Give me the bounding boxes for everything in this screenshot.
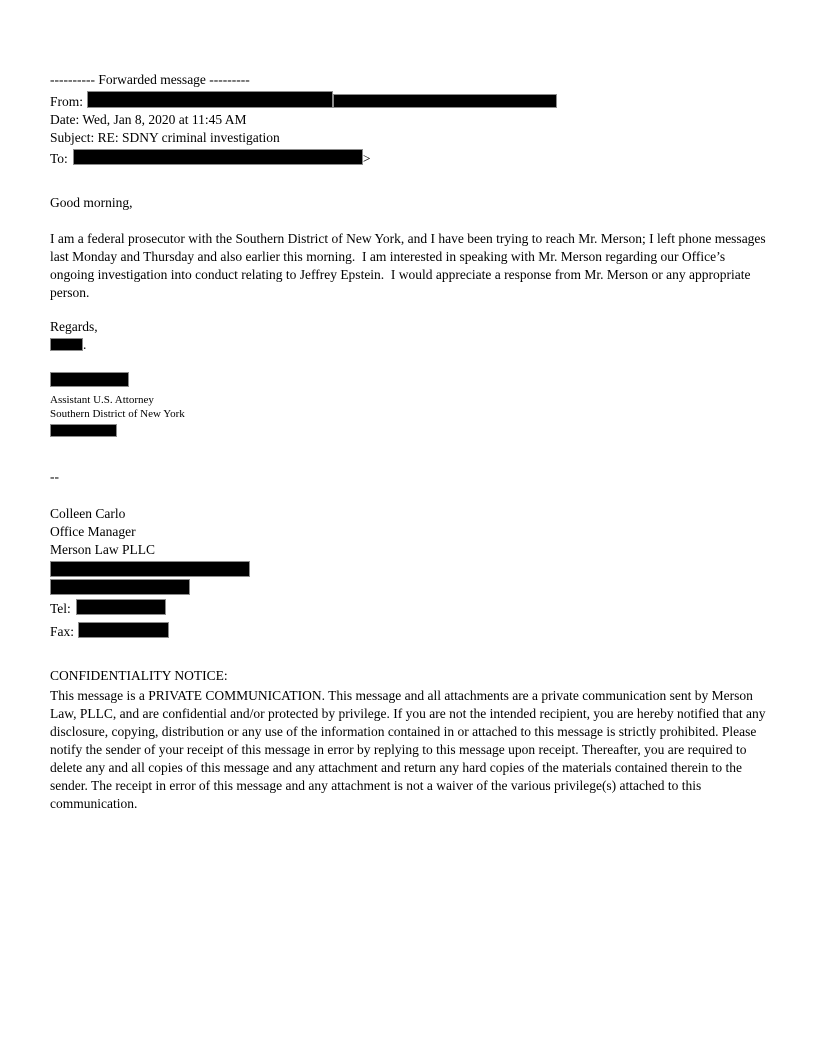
redaction-bar-from-name xyxy=(87,91,333,108)
to-label: To: xyxy=(50,151,68,166)
date-value: Wed, Jan 8, 2020 at 11:45 AM xyxy=(82,112,247,127)
message-body-paragraph: I am a federal prosecutor with the Southern District of New York, and I have been trying to reach Mr. Merson; I left phone messages last Monday and Thursday and also earlier this morning. I am interested in speaking with Mr. Merson regarding our Office’s ongoing investigation into conduct relating to Jeffrey Epstein. I would appreciate a response from Mr. Merson or any appropriate person. xyxy=(50,231,770,300)
closing-name-line xyxy=(50,336,98,354)
prosecutor-office: Southern District of New York xyxy=(50,408,185,420)
subject-label: Subject: xyxy=(50,130,95,145)
office-contact-name: Colleen Carlo xyxy=(50,506,126,521)
forwarded-message-header xyxy=(50,71,557,168)
to-line xyxy=(50,147,557,168)
closing-salutation: Regards, xyxy=(50,319,98,334)
redaction-bar-fax-number xyxy=(78,622,169,638)
confidentiality-heading: CONFIDENTIALITY NOTICE: xyxy=(50,668,228,683)
prosecutor-signature-block xyxy=(50,372,185,437)
redaction-bar-from-email xyxy=(333,94,557,108)
redaction-bar-to-email xyxy=(73,149,363,165)
redaction-bar-prosecutor-name xyxy=(50,372,129,387)
fax-label: Fax: xyxy=(50,624,75,639)
from-line xyxy=(50,89,557,111)
greeting: Good morning, xyxy=(50,195,133,210)
redaction-bar-sender-name xyxy=(50,338,83,351)
redaction-bar-address-line-2 xyxy=(50,579,190,595)
redaction-bar-tel-number xyxy=(76,599,166,615)
from-label: From: xyxy=(50,94,84,109)
date-line xyxy=(50,111,557,129)
date-label: Date: xyxy=(50,112,80,127)
tel-line xyxy=(50,597,250,618)
redaction-bar-address-line-1 xyxy=(50,561,250,577)
confidentiality-body: This message is a PRIVATE COMMUNICATION. This message and all attachments are a private communication sent by Merson Law, PLLC, and are confidential and/or protected by privilege. If you are not the intended recipient, you are hereby notified that any disclosure, copying, distribution or any use of the information contained in or attached to this message is strictly prohibited. Please notify the sender of your receipt of this message in error by replying to this message upon receipt. Thereafter, you are required to delete any and all copies of this message and any attachment and return any hard copies of the materials contained therein to the sender. The receipt in error of this message and any attachment is not a waiver of the various privilege(s) attached to this communication. xyxy=(50,688,769,811)
forwarded-separator: ---------- Forwarded message --------- xyxy=(50,72,250,87)
office-signature-block xyxy=(50,505,250,641)
subject-value: RE: SDNY criminal investigation xyxy=(97,130,280,145)
office-contact-role: Office Manager xyxy=(50,524,136,539)
redaction-bar-prosecutor-phone xyxy=(50,424,117,437)
subject-line xyxy=(50,129,557,147)
closing-name-suffix: . xyxy=(83,337,87,352)
office-firm-name: Merson Law PLLC xyxy=(50,542,155,557)
tel-label: Tel: xyxy=(50,601,71,616)
to-suffix: > xyxy=(362,151,371,166)
signature-divider: -- xyxy=(50,469,59,484)
prosecutor-title: Assistant U.S. Attorney xyxy=(50,394,154,406)
closing-block xyxy=(50,318,98,354)
fax-line xyxy=(50,620,250,641)
confidentiality-notice xyxy=(50,667,772,813)
